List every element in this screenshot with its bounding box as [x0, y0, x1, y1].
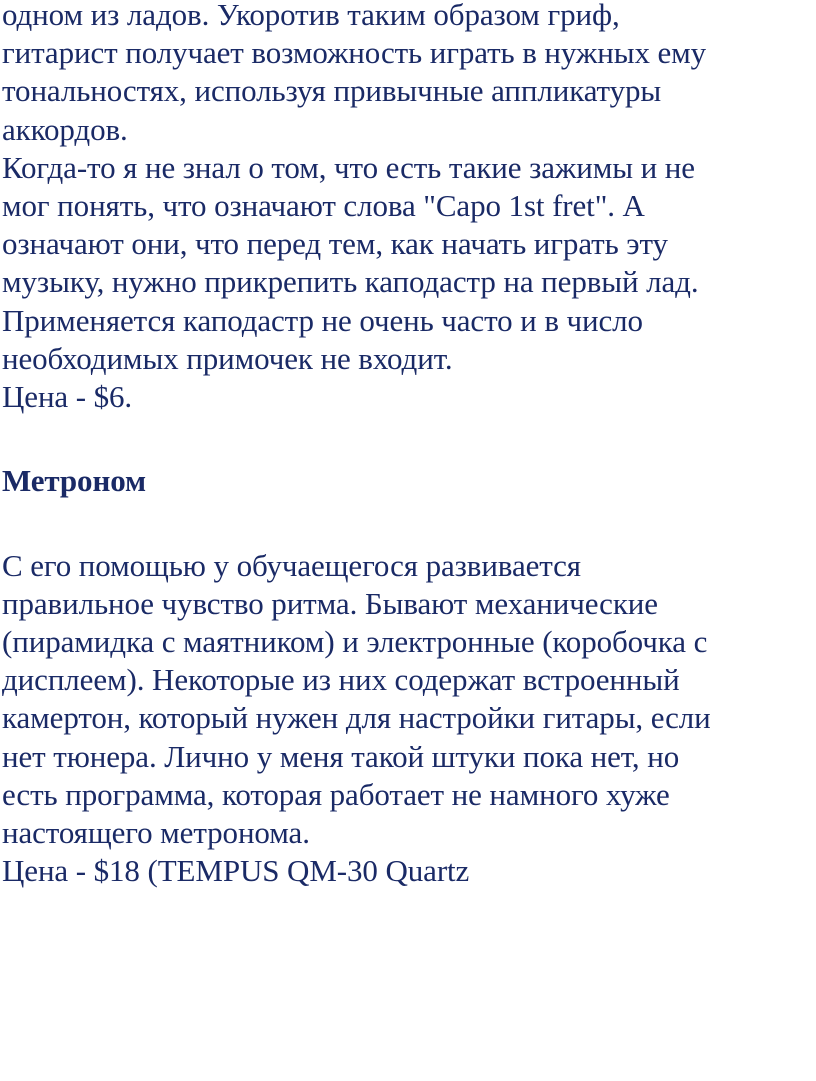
text-line: одном из ладов. Укоротив таким образом гриф, [2, 0, 620, 32]
text-line: аккордов. [2, 111, 128, 147]
text-line: гитарист получает возможность играть в нужных ему [2, 35, 707, 71]
text-line: Применяется каподастр не очень часто и в число [2, 302, 643, 338]
text-line: музыку, нужно прикрепить каподастр на первый лад. [2, 264, 699, 300]
text-line: Когда-то я не знал о том, что есть такие зажимы и не [2, 149, 695, 185]
text-line: камертон, который нужен для настройки гитары, если [2, 700, 711, 736]
text-line: есть программа, которая работает не намного хуже [2, 776, 670, 812]
text-line: необходимых примочек не входит. [2, 340, 453, 376]
text-line: (пирамидка с маятником) и электронные (коробочка с [2, 624, 708, 659]
text-line: тональностях, используя привычные аппликатуры [2, 73, 662, 109]
document-page [2, 0, 814, 894]
section-heading: Метроном [2, 463, 147, 499]
text-line: правильное чувство ритма. Бывают механические [2, 585, 658, 621]
price-line: Цена - $6. [2, 378, 133, 414]
text-line: мог понять, что означают слова "Capo 1st fret". А [2, 187, 645, 223]
price-line: Цена - $18 (TEMPUS QM-30 Quartz [2, 853, 470, 889]
text-line: означают они, что перед тем, как начать играть эту [2, 226, 668, 262]
text-line: настоящего метронома. [2, 814, 310, 850]
text-line: нет тюнера. Лично у меня такой штуки пока нет, но [2, 738, 680, 774]
text-line: С его помощью у обучаещегося развивается [2, 547, 581, 583]
text-line: дисплеем). Некоторые из них содержат встроенный [2, 662, 680, 698]
